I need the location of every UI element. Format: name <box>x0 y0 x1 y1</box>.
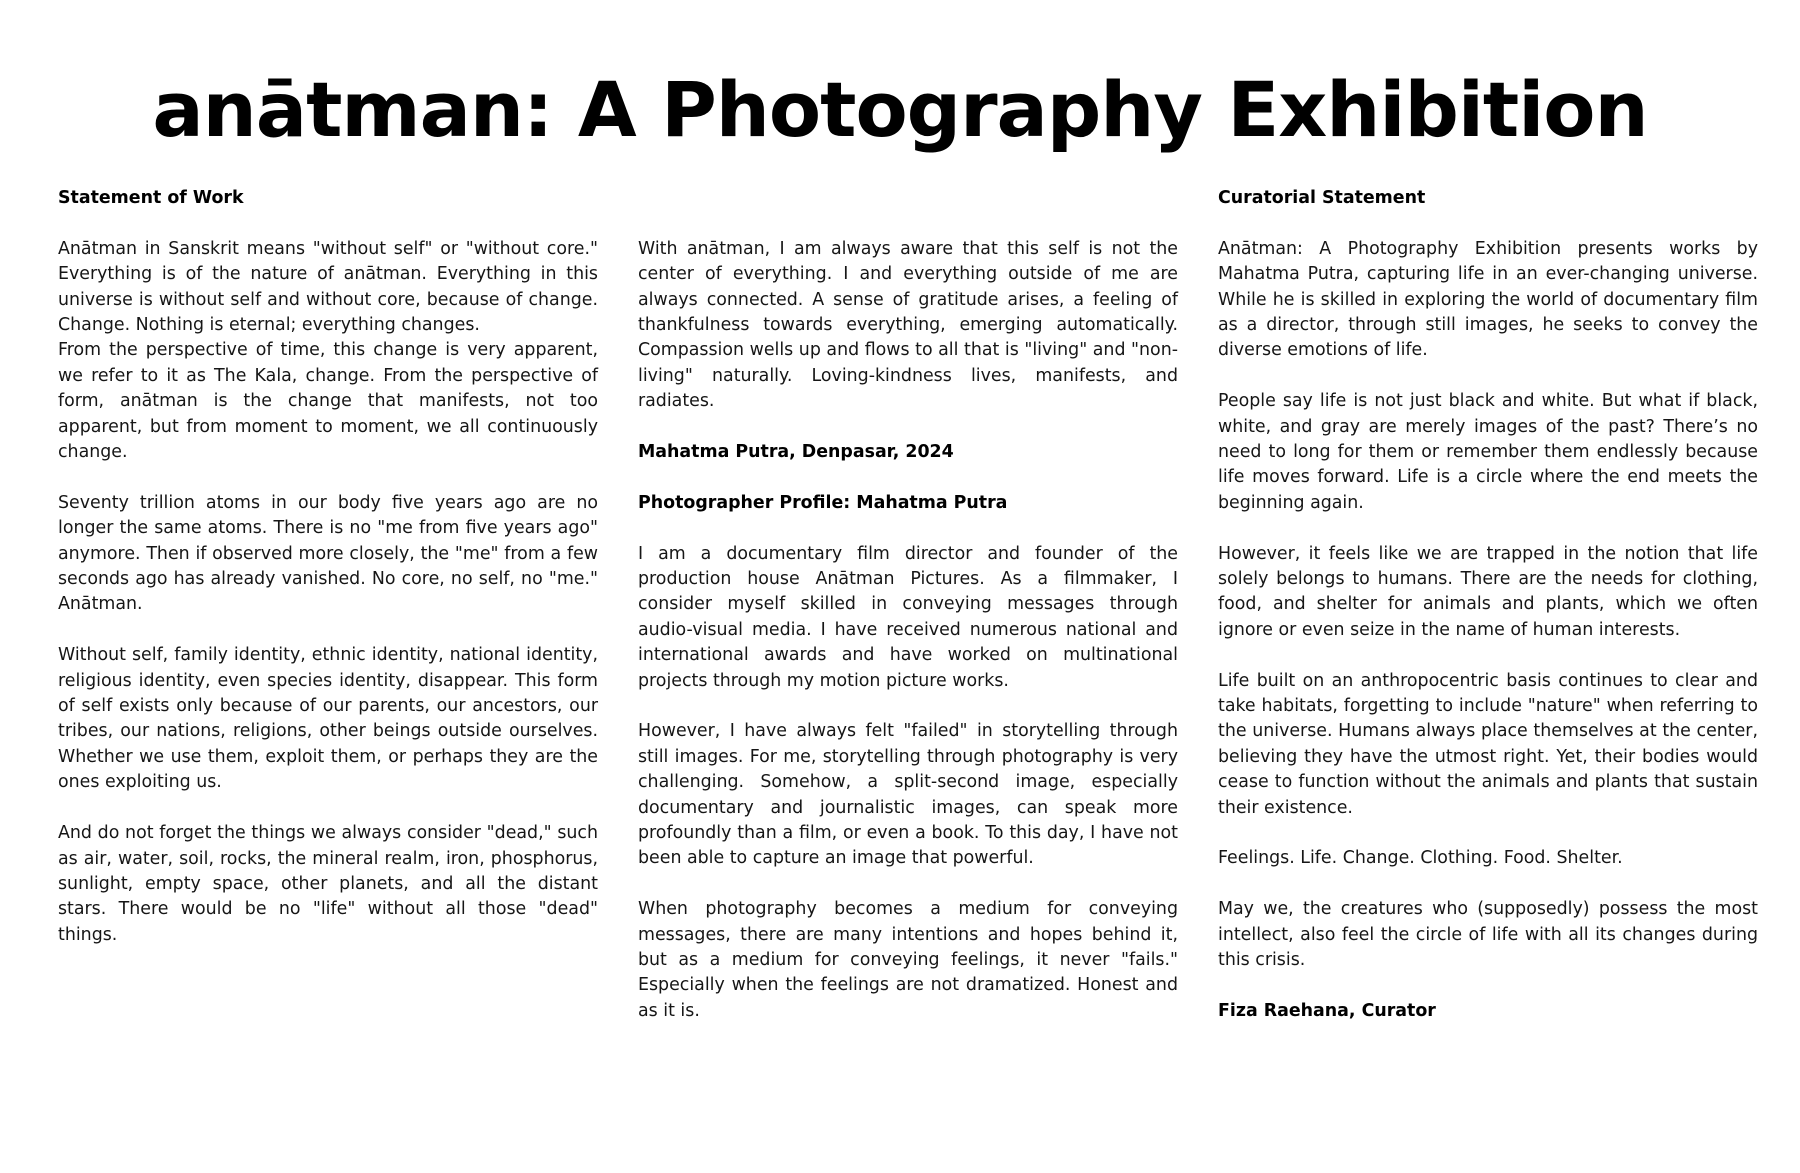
curatorial-paragraph: However, it feels like we are trapped in the notion that life solely belongs to humans. There are the needs for clothing, food, and shelter for animals and plants, which we often ignore or even seize in the name of human interests. <box>1218 543 1758 640</box>
curatorial-paragraph: Life built on an anthropocentric basis continues to clear and take habitats, forgetting to include "nature" when referring to the universe. Humans always place themselves at the center, believing they have the utmost right. Yet, their bodies would cease to function without the animals and plants that sustain their existence. <box>1218 670 1758 818</box>
statement-paragraph: From the perspective of time, this change is very apparent, we refer to it as The Kala, change. From the perspective of form, anātman is the change that manifests, not too apparent, but from moment to moment, we all continuously change. <box>58 340 598 463</box>
statement-of-work-column <box>58 186 598 974</box>
statement-paragraph: Seventy trillion atoms in our body five years ago are no longer the same atoms. There is no "me from five years ago" anymore. Then if observed more closely, the "me" from a few seconds ago has already vanished. No core, no self, no "me." Anātman. <box>58 492 598 615</box>
statement-paragraph: Without self, family identity, ethnic identity, national identity, religious identity, even species identity, disappear. This form of self exists only because of our parents, our ancestors, our tribes, our nations, religions, other beings outside ourselves. Whether we use them, exploit them, or perhaps they are the ones exploiting us. <box>58 645 598 793</box>
column-spacer <box>638 211 1178 236</box>
statement-paragraph: Anātman in Sanskrit means "without self" or "without core." Everything is of the nature of anātman. Everything in this universe is without self and without core, because of change. Change. Nothing is eternal; everything changes. <box>58 238 598 336</box>
curatorial-paragraph: May we, the creatures who (supposedly) possess the most intellect, also feel the circle of life with all its changes during this crisis. <box>1218 899 1758 971</box>
profile-paragraph: I am a documentary film director and founder of the production house Anātman Pictures. As a filmmaker, I consider myself skilled in conveying messages through audio-visual media. I have received numerous national and international awards and have worked on multinational projects through my motion picture works. <box>638 543 1178 691</box>
middle-column <box>638 186 1178 1050</box>
profile-paragraph: However, I have always felt "failed" in storytelling through still images. For me, storytelling through photography is very challenging. Somehow, a split-second image, especially documentary and journalistic images, can speak more profoundly than a film, or even a book. To this day, I have not been able to capture an image that powerful. <box>638 721 1178 869</box>
statement-paragraph: And do not forget the things we always consider "dead," such as air, water, soil, rocks, the mineral realm, iron, phosphorus, sunlight, empty space, other planets, and all the distant stars. There would be no "life" without all those "dead" things. <box>58 823 598 945</box>
statement-signature: Mahatma Putra, Denpasar, 2024 <box>638 442 954 463</box>
curatorial-paragraph: Anātman: A Photography Exhibition presents works by Mahatma Putra, capturing life in an ever-changing universe. While he is skilled in exploring the world of documentary film as a director, through still images, he seeks to convey the diverse emotions of life. <box>1218 238 1758 361</box>
curatorial-statement-column <box>1218 186 1758 1050</box>
photographer-profile-heading: Photographer Profile: Mahatma Putra <box>638 492 1008 513</box>
curatorial-statement-heading: Curatorial Statement <box>1218 188 1426 208</box>
curatorial-paragraph: Feelings. Life. Change. Clothing. Food. Shelter. <box>1218 848 1623 869</box>
profile-paragraph: When photography becomes a medium for conveying messages, there are many intentions and hopes behind it, but as a medium for conveying feelings, it never "fails." Especially when the feelings are not dramatized. Honest and as it is. <box>638 899 1178 1021</box>
curatorial-paragraph: People say life is not just black and white. But what if black, white, and gray are merely images of the past? There’s no need to long for them or remember them endlessly because life moves forward. Life is a circle where the end meets the beginning again. <box>1218 391 1758 513</box>
page-title: anātman: A Photography Exhibition <box>152 65 1648 154</box>
column-spacer <box>638 186 1178 211</box>
statement-continuation: With anātman, I am always aware that this self is not the center of everything. I and everything outside of me are always connected. A sense of gratitude arises, a feeling of thankfulness towards everything, emerging automatically. Compassion wells up and flows to all that is "living" and "non-living" naturally. Loving-kindness lives, manifests, and radiates. <box>638 238 1178 412</box>
statement-of-work-heading: Statement of Work <box>58 188 244 208</box>
curator-signature: Fiza Raehana, Curator <box>1218 1000 1436 1021</box>
